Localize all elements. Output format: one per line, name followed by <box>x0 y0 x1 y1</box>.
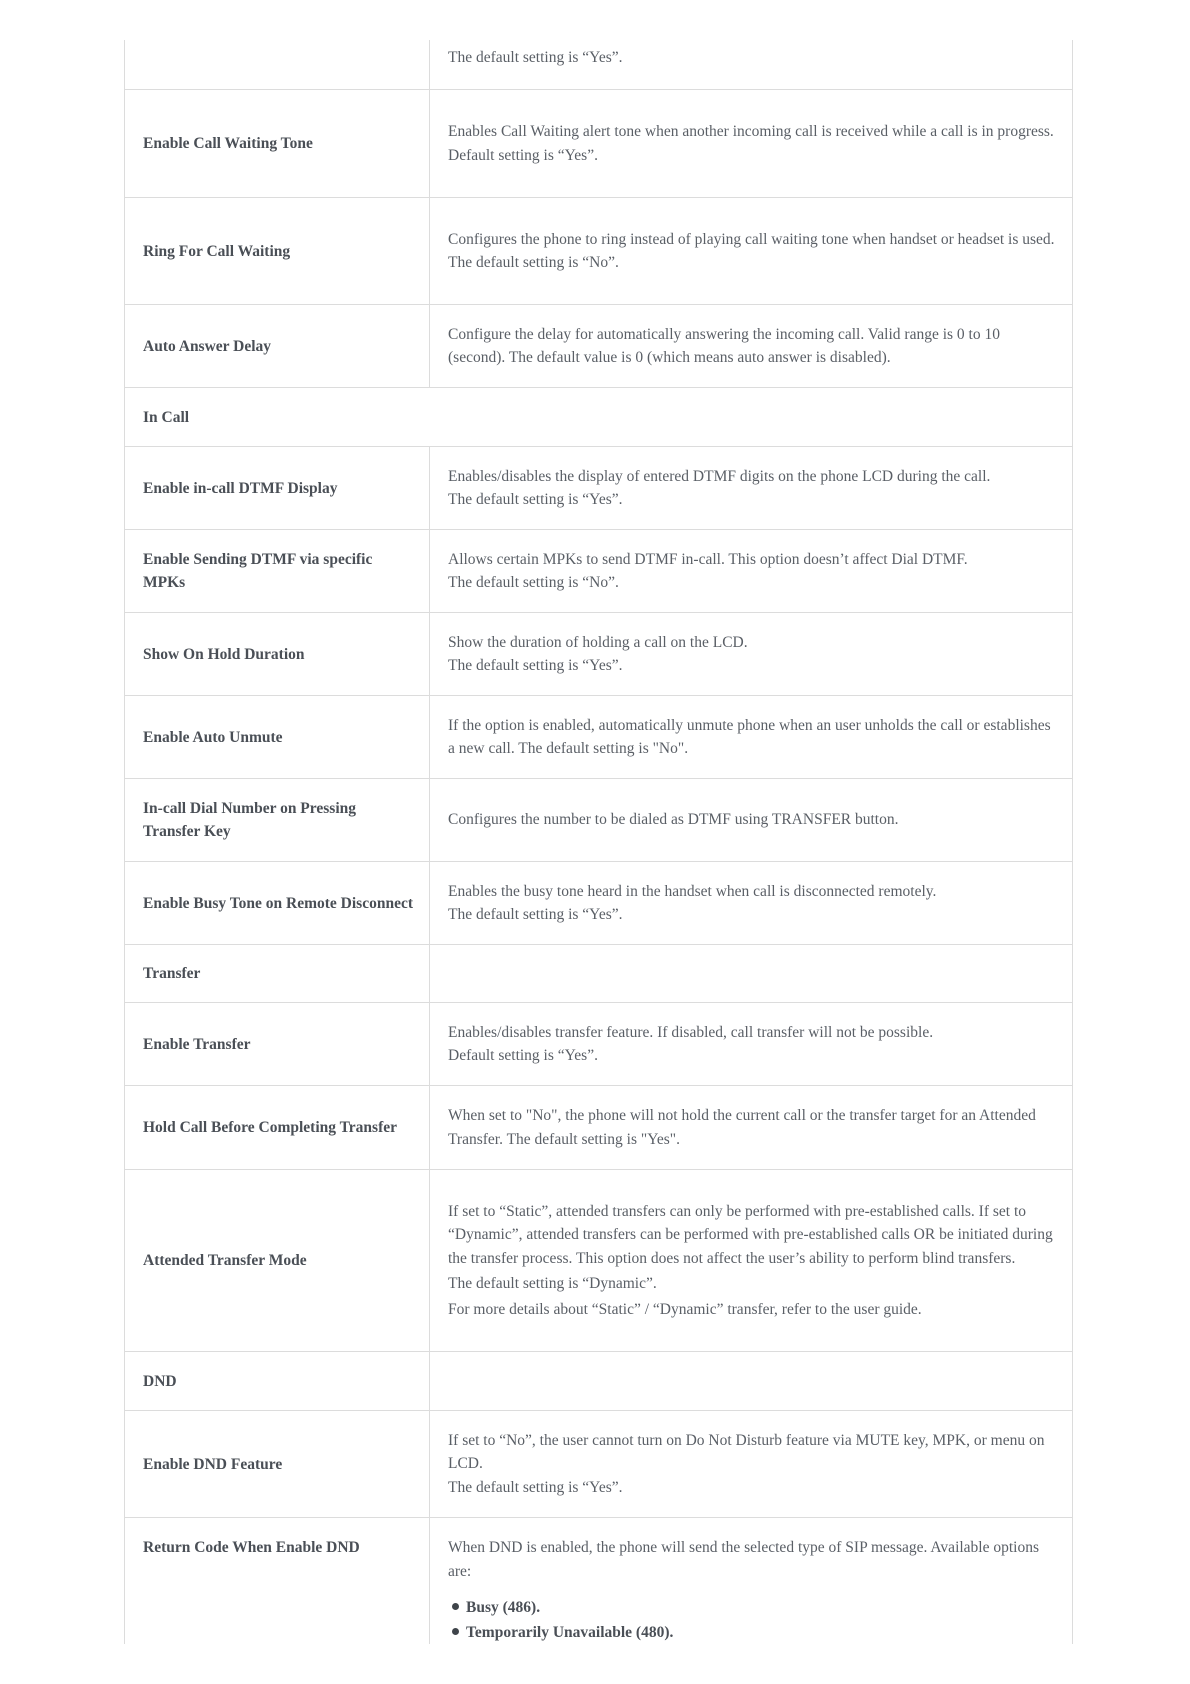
description-line: Configures the number to be dialed as DTMF using TRANSFER button. <box>448 811 899 829</box>
setting-name: In-call Dial Number on Pressing Transfer Key <box>125 779 430 861</box>
setting-description-cell <box>430 40 1072 89</box>
setting-description-cell <box>430 779 1072 861</box>
description-line: If set to “No”, the user cannot turn on Do Not Disturb feature via MUTE key, MPK, or menu on LCD. <box>448 1431 1045 1473</box>
description-line: Enables the busy tone heard in the handset when call is disconnected remotely. <box>448 882 937 900</box>
setting-name: Attended Transfer Mode <box>125 1170 430 1351</box>
description-line: When DND is enabled, the phone will send the selected type of SIP message. Available options are: <box>448 1539 1040 1580</box>
description-line: Show the duration of holding a call on the LCD. <box>448 633 748 651</box>
setting-description-cell <box>430 862 1072 944</box>
description-line: If the option is enabled, automatically unmute phone when an user unholds the call or establishes a new call. The default setting is "No". <box>448 716 1051 757</box>
settings-table <box>124 40 1073 1644</box>
description-line: The default setting is “Yes”. <box>448 1478 623 1496</box>
setting-description-cell <box>430 530 1072 612</box>
description-line: Configure the delay for automatically answering the incoming call. Valid range is 0 to 10 (second). The default value is 0 (which means auto answer is disabled). <box>448 325 1000 366</box>
setting-name: Ring For Call Waiting <box>125 198 430 304</box>
setting-description-cell <box>430 696 1072 778</box>
description-line: The default setting is “Dynamic”. <box>448 1275 657 1293</box>
description-line: For more details about “Static” / “Dynamic” transfer, refer to the user guide. <box>448 1300 922 1318</box>
table-row <box>125 40 1072 90</box>
option-label: Busy (486). <box>466 1599 541 1616</box>
table-row <box>125 1003 1072 1086</box>
table-row <box>125 1086 1072 1170</box>
setting-name: Hold Call Before Completing Transfer <box>125 1086 430 1169</box>
description-line: The default setting is “Yes”. <box>448 491 623 508</box>
section-title: In Call <box>143 408 190 426</box>
setting-name: Enable Auto Unmute <box>125 696 430 778</box>
section-header-row <box>125 388 1072 447</box>
description-line: The default setting is “Yes”. <box>448 657 623 674</box>
description-line: Default setting is “Yes”. <box>448 146 598 164</box>
description-line: Default setting is “Yes”. <box>448 1047 598 1064</box>
setting-name: Show On Hold Duration <box>125 613 430 695</box>
table-row <box>125 696 1072 779</box>
section-title: DND <box>125 1352 430 1410</box>
table-row <box>125 90 1072 198</box>
table-row <box>125 1411 1072 1518</box>
table-row <box>125 198 1072 305</box>
table-row <box>125 1170 1072 1352</box>
table-row <box>125 613 1072 696</box>
setting-description-cell <box>430 1518 1072 1644</box>
setting-name: Enable in-call DTMF Display <box>125 447 430 529</box>
setting-name-cell <box>125 40 430 89</box>
description-line: The default setting is “Yes”. <box>448 49 623 66</box>
table-row <box>125 530 1072 613</box>
description-line: The default setting is “No”. <box>448 574 619 591</box>
bullet-icon <box>452 1628 459 1635</box>
setting-name: Enable Transfer <box>125 1003 430 1085</box>
setting-description-cell <box>430 198 1072 304</box>
setting-description-cell <box>430 1411 1072 1517</box>
bullet-icon <box>452 1603 459 1610</box>
section-title: Transfer <box>125 945 430 1002</box>
setting-name: Enable Busy Tone on Remote Disconnect <box>125 862 430 944</box>
option-label: Temporarily Unavailable (480). <box>466 1624 674 1641</box>
description-line: The default setting is “Yes”. <box>448 906 623 923</box>
section-header-row <box>125 1352 1072 1411</box>
description-line: The default setting is “No”. <box>448 254 619 271</box>
table-row <box>125 862 1072 945</box>
setting-name: Auto Answer Delay <box>125 305 430 387</box>
setting-name: Enable Call Waiting Tone <box>125 90 430 197</box>
list-item <box>452 1595 673 1620</box>
setting-description-cell <box>430 447 1072 529</box>
setting-description-cell <box>430 1003 1072 1085</box>
setting-description-cell <box>430 1352 1072 1410</box>
description-line: Enables Call Waiting alert tone when another incoming call is received while a call is in progress. <box>448 123 1054 140</box>
setting-name: Return Code When Enable DND <box>125 1518 430 1644</box>
description-line: Enables/disables the display of entered DTMF digits on the phone LCD during the call. <box>448 467 991 485</box>
setting-description-cell <box>430 945 1072 1002</box>
table-row <box>125 305 1072 388</box>
table-row <box>125 779 1072 862</box>
table-row <box>125 447 1072 530</box>
description-line: Allows certain MPKs to send DTMF in-call. This option doesn’t affect Dial DTMF. <box>448 550 968 568</box>
setting-description-cell <box>430 305 1072 387</box>
description-line: If set to “Static”, attended transfers can only be performed with pre-established calls. If set to “Dynamic”, attended transfers can be performed with pre-established calls OR be initiated during the transfer process. This option does not affect the user’s ability to perform blind transfers. <box>448 1202 1053 1267</box>
setting-name: Enable DND Feature <box>125 1411 430 1517</box>
description-line: Enables/disables transfer feature. If disabled, call transfer will not be possible. <box>448 1023 934 1041</box>
options-list <box>448 1595 673 1645</box>
setting-description-cell <box>430 388 1072 446</box>
setting-description-cell <box>430 613 1072 695</box>
description-line: Configures the phone to ring instead of playing call waiting tone when handset or headset is used. <box>448 230 1055 248</box>
setting-name: Enable Sending DTMF via specific MPKs <box>125 530 430 612</box>
table-row <box>125 1518 1072 1644</box>
section-header-row <box>125 945 1072 1003</box>
setting-description-cell <box>430 90 1072 197</box>
setting-description-cell <box>430 1170 1072 1351</box>
setting-description-cell <box>430 1086 1072 1169</box>
description-line: When set to "No", the phone will not hold the current call or the transfer target for an Attended Transfer. The default setting is "Yes". <box>448 1107 1036 1148</box>
list-item <box>452 1620 673 1645</box>
